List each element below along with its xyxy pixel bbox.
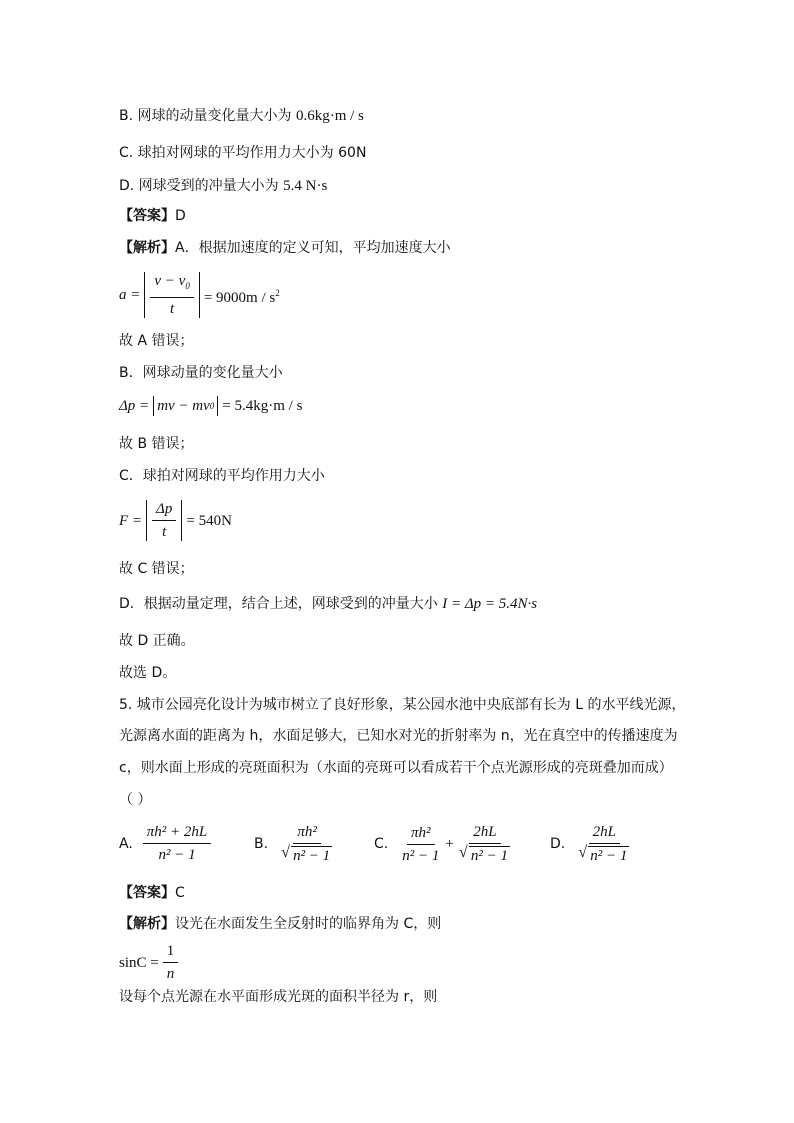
q5-option-c <box>374 823 516 865</box>
q5-eq-num: 1 <box>163 942 179 963</box>
eq-c-lhs: F = <box>119 512 143 529</box>
eq-b-abs: mv − mv <box>157 398 210 414</box>
answer-line <box>119 206 186 226</box>
analysis-a-text: A．根据加速度的定义可知，平均加速度大小 <box>175 240 451 256</box>
q5-answer-value: C <box>175 885 185 901</box>
option-b <box>119 106 364 126</box>
analysis-a-conclusion: 故 A 错误； <box>119 333 194 349</box>
equation-force <box>119 500 232 541</box>
analysis-d-text: D．根据动量定理，结合上述，网球受到的冲量大小 <box>119 596 438 612</box>
q5-stem-line3: c，则水面上形成的亮斑面积为（水面的亮斑可以看成若干个点光源形成的亮斑叠加而成） <box>119 760 673 776</box>
q5-option-d <box>550 823 635 865</box>
analysis-d-conclusion: 故 D 正确。 <box>119 633 195 649</box>
q5-eq-den: n <box>166 966 175 982</box>
analysis-a-intro <box>119 238 451 258</box>
eq-c-den: t <box>162 524 167 540</box>
option-b-text: B. 网球的动量变化量大小为 <box>119 108 292 124</box>
q5-option-a <box>119 823 213 864</box>
q5-option-b-num: πh² <box>293 823 321 844</box>
eq-a-num: v − v <box>154 273 186 289</box>
eq-b-rhs: = 5.4kg·m / s <box>222 398 303 414</box>
q5-option-a-den: n² − 1 <box>158 847 196 863</box>
q5-eq-lhs: sinC = <box>119 954 159 971</box>
q5-analysis-next: 设每个点光源在水平面形成光斑的面积半径为 r，则 <box>119 989 438 1005</box>
equation-acceleration: a = $\frac{v - v_0}{t}$ = $9000m / s^2$ <box>119 273 280 317</box>
q5-analysis-tag: 【解析】 <box>119 916 175 932</box>
option-d-text: D. 网球受到的冲量大小为 <box>119 178 279 194</box>
q5-option-a-label: A. <box>119 835 133 852</box>
answer-tag: 【答案】 <box>119 208 175 224</box>
q5-option-c-den1: n² − 1 <box>402 847 440 864</box>
eq-c-rhs: = 540N <box>186 512 232 529</box>
eq-a-lhs: a = <box>119 287 141 303</box>
q5-option-b-den: √ n² − 1 <box>291 846 332 865</box>
q5-equation-sinc <box>119 942 180 983</box>
option-d <box>119 176 327 196</box>
eq-a-fraction: $\frac{v - v_0}{t}$ <box>150 272 193 318</box>
q5-option-b <box>254 823 338 865</box>
equation-momentum: Δp = mv − mv 0 = 5.4kg·m / s <box>119 398 303 414</box>
option-d-value: 5.4 N·s <box>283 178 328 194</box>
q5-option-c-plus: + <box>445 835 454 852</box>
q5-answer-tag: 【答案】 <box>119 885 175 901</box>
analysis-c-intro: C．球拍对网球的平均作用力大小 <box>119 468 325 484</box>
analysis-d-line <box>119 594 537 614</box>
analysis-b-intro: B．网球动量的变化量大小 <box>119 365 283 381</box>
analysis-tag: 【解析】 <box>119 240 175 256</box>
q5-stem-line2: 光源离水面的距离为 h，水面足够大，已知水对光的折射率为 n，光在真空中的传播速度为 <box>119 728 678 744</box>
analysis-b-conclusion: 故 B 错误； <box>119 436 194 452</box>
q5-option-c-den2: √ n² − 1 <box>469 846 510 865</box>
analysis-d-equation: I = Δp = 5.4N·s <box>442 596 538 612</box>
answer-value: D <box>175 208 186 224</box>
eq-c-num: Δp <box>152 500 176 521</box>
q5-answer-line <box>119 883 185 903</box>
option-b-value: 0.6kg·m / s <box>295 108 364 124</box>
q5-analysis-text: 设光在水面发生全反射时的临界角为 C，则 <box>175 916 442 932</box>
q5-option-d-label: D. <box>550 836 566 852</box>
q5-option-b-label: B. <box>254 836 269 852</box>
q5-option-c-num2: 2hL <box>469 823 500 844</box>
q5-analysis-intro <box>119 914 441 934</box>
q5-option-c-label: C. <box>374 836 389 852</box>
eq-b-lhs: Δp = <box>119 398 150 414</box>
q5-stem-line4: （ ） <box>119 792 152 808</box>
eq-a-abs <box>144 272 199 318</box>
analysis-c-conclusion: 故 C 错误； <box>119 561 194 577</box>
q5-option-d-num: 2hL <box>589 823 620 844</box>
q5-stem-line1: 5. 城市公园亮化设计为城市树立了良好形象，某公园水池中央底部有长为 L 的水平线光源， <box>119 697 686 713</box>
q5-option-a-num: πh² + 2hL <box>143 823 211 844</box>
q5-option-c-num1: πh² <box>407 824 435 845</box>
q5-option-d-den: √ n² − 1 <box>588 846 629 865</box>
eq-a-rhs: = 9000m / s <box>203 289 276 306</box>
eq-a-den: t <box>170 301 175 317</box>
option-c: C. 球拍对网球的平均作用力大小为 60N <box>119 145 367 161</box>
final-choice: 故选 D。 <box>119 665 177 681</box>
